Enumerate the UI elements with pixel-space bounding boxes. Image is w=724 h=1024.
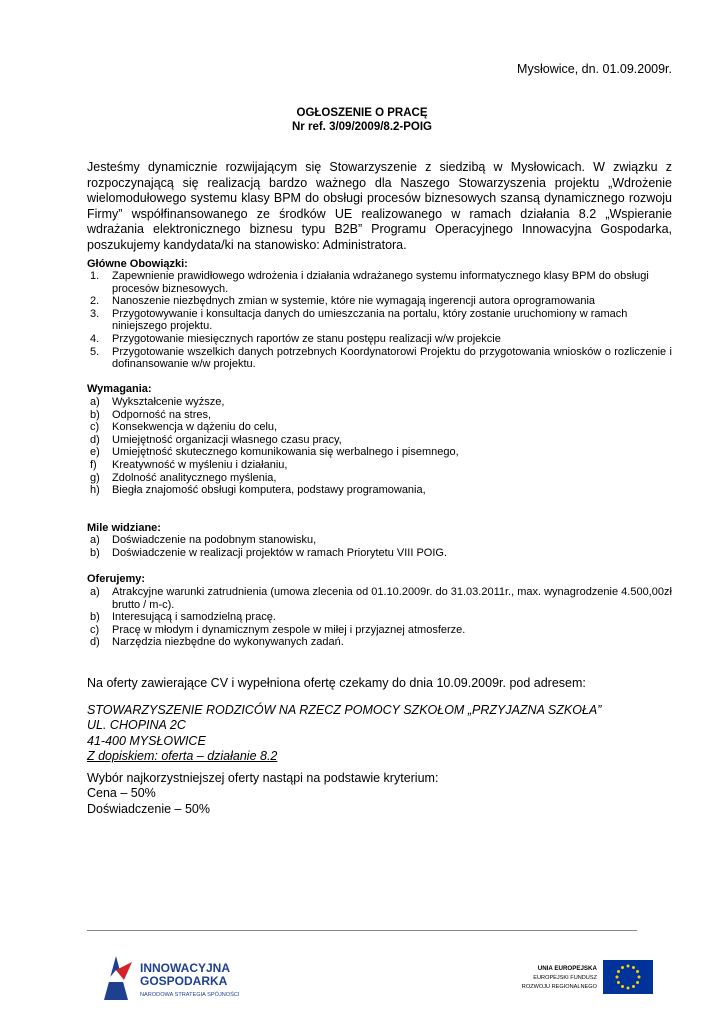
list-item: a) Doświadczenie na podobnym stanowisku, bbox=[90, 534, 317, 546]
eu-star-icon bbox=[621, 966, 624, 969]
address-block bbox=[87, 703, 601, 765]
criteria-intro: Wybór najkorzystniejszej oferty nastąpi na podstawie kryterium: bbox=[87, 771, 439, 785]
welcome-heading: Mile widziane: bbox=[87, 522, 161, 534]
eu-line2: EUROPEJSKI FUNDUSZ bbox=[533, 975, 597, 981]
eu-star-icon bbox=[632, 966, 635, 969]
document-title: OGŁOSZENIE O PRACĘ bbox=[296, 107, 428, 119]
address-annotation: Z dopiskiem: oferta – działanie 8.2 bbox=[87, 749, 278, 764]
list-item: 1. Zapewnienie prawidłowego wdrożenia i działania wdrażanego systemu informatycznego klasy BPM do obsługi procesów biznesowych. bbox=[90, 270, 649, 295]
list-item: c) Konsekwencja w dążeniu do celu, bbox=[90, 421, 278, 434]
address-organization: STOWARZYSZENIE RODZICÓW NA RZECZ POMOCY SZKOŁOM „PRZYJAZNA SZKOŁA” bbox=[87, 703, 602, 717]
eu-star-icon bbox=[627, 965, 630, 968]
criteria-item: Doświadczenie – 50% bbox=[87, 801, 210, 816]
eu-star-icon bbox=[632, 985, 635, 988]
address-city: 41-400 MYSŁOWICE bbox=[87, 733, 206, 748]
eu-star-icon bbox=[617, 981, 620, 984]
list-item: a) Atrakcyjne warunki zatrudnienia (umowa zlecenia od 01.10.2009r. do 31.03.2011r., max. wynagrodzenie 4.500,00zł brutto / m-c). bbox=[90, 586, 672, 611]
list-item: e) Umiejętność skutecznego komunikowania się werbalnego i pisemnego, bbox=[90, 446, 459, 459]
eu-star-icon bbox=[636, 981, 639, 984]
eu-star-icon bbox=[616, 976, 619, 979]
list-item: b) Odporność na stres, bbox=[90, 408, 212, 421]
list-item: f) Kreatywność w myśleniu i działaniu, bbox=[90, 458, 288, 471]
ig-line1: INNOWACYJNA bbox=[140, 961, 231, 975]
offer-list bbox=[87, 586, 672, 649]
list-item: d) Narzędzia niezbędne do wykonywanych zadań. bbox=[90, 636, 344, 649]
list-item: 5. Przygotowanie wszelkich danych potrzebnych Koordynatorowi Projektu do przygotowania wniosków o rozliczenie i dofinansowanie w/w projektu. bbox=[90, 345, 672, 371]
intro-paragraph: Jesteśmy dynamicznie rozwijającym się Stowarzyszenie z siedzibą w Mysłowicach. W związku z rozpoczynającą się realizacją bardzo ważnego dla Naszego Stowarzyszenia projektu „Wdrożenie wielomodułowego systemu klasy BPM do obsługi procesów biznesowych szansą dynamicznego rozwoju Firmy” współfinansowanego ze środków UE realizowanego w ramach działania 8.2 „Wspieranie wdrażania elektronicznego biznesu typu B2B” Programu Operacyjnego Innowacyjna Gospodarka, poszukujemy kandydata/ki na stanowisko: Administratora. bbox=[87, 160, 672, 252]
eu-star-icon bbox=[627, 987, 630, 990]
list-item: b) Doświadczenie w realizacji projektów w ramach Priorytetu VIII POIG. bbox=[90, 546, 448, 559]
eu-line1: UNIA EUROPEJSKA bbox=[537, 965, 597, 972]
welcome-list bbox=[87, 534, 672, 559]
eu-star-icon bbox=[621, 985, 624, 988]
innowacyjna-gospodarka-logo bbox=[102, 952, 262, 1002]
list-item: c) Pracę w młodym i dynamicznym zespole w miłej i przyjaznej atmosferze. bbox=[90, 623, 466, 636]
list-item: a) Wykształcenie wyższe, bbox=[90, 396, 225, 408]
offer-heading: Oferujemy: bbox=[87, 573, 146, 585]
footer-divider bbox=[87, 930, 637, 931]
criteria-item: Cena – 50% bbox=[87, 786, 156, 801]
criteria-block bbox=[87, 771, 438, 817]
list-item: d) Umiejętność organizacji własnego czasu pracy, bbox=[90, 433, 342, 446]
list-item: b) Interesującą i samodzielną pracę. bbox=[90, 611, 276, 624]
document-title-block bbox=[0, 106, 724, 134]
requirements-heading: Wymagania: bbox=[87, 383, 152, 395]
duties-heading: Główne Obowiązki: bbox=[87, 258, 188, 270]
list-item: 4. Przygotowanie miesięcznych raportów ze stanu postępu realizacji w/w projekcie bbox=[90, 332, 501, 345]
eu-line3: ROZWOJU REGIONALNEGO bbox=[521, 984, 597, 990]
list-item: 2. Nanoszenie niezbędnych zmian w systemie, które nie wymagają ingerencji autora oprogramowania bbox=[90, 295, 596, 308]
ig-line3: NARODOWA STRATEGIA SPÓJNOŚCI bbox=[140, 992, 240, 998]
list-item: g) Zdolność analitycznego myślenia, bbox=[90, 471, 277, 484]
reference-number: Nr ref. 3/09/2009/8.2-POIG bbox=[292, 121, 432, 133]
address-street: UL. CHOPINA 2C bbox=[87, 718, 186, 733]
offers-deadline: Na oferty zawierające CV i wypełniona ofertę czekamy do dnia 10.09.2009r. pod adresem: bbox=[87, 676, 586, 690]
list-item: 3. Przygotowywanie i konsultacja danych do umieszczania na portalu, który zostanie uruchomiony w ramach niniejszego projektu. bbox=[90, 307, 628, 333]
place-date: Mysłowice, dn. 01.09.2009r. bbox=[517, 62, 672, 76]
eu-star-icon bbox=[636, 970, 639, 973]
eu-star-icon bbox=[617, 970, 620, 973]
eu-erdf-logo bbox=[505, 958, 655, 996]
requirements-list bbox=[87, 396, 672, 497]
duties-list bbox=[87, 270, 672, 371]
ig-line2: GOSPODARKA bbox=[140, 974, 228, 988]
eu-star-icon bbox=[638, 976, 641, 979]
list-item: h) Biegła znajomość obsługi komputera, podstawy programowania, bbox=[90, 484, 426, 497]
